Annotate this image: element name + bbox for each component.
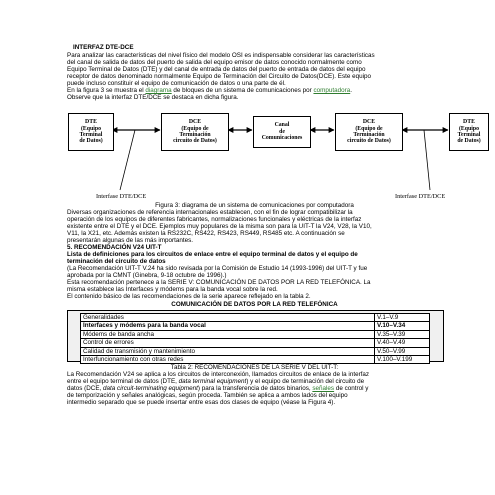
senales-link[interactable]: señales (312, 385, 335, 392)
box-line: Terminación (353, 132, 385, 138)
table-grid (80, 313, 430, 364)
dce-left-box (161, 113, 229, 151)
computadora-link[interactable]: computadora (313, 87, 351, 94)
box-line: (Equipo de (355, 125, 383, 132)
text-run: ) y el equipo de terminación del circuito de (246, 378, 365, 385)
text-run: de control y (334, 385, 369, 392)
row-value: V.10–V.34 (375, 322, 430, 330)
row-label: Generalidades (81, 314, 375, 322)
box-title: DTE (463, 119, 475, 126)
table-row (81, 356, 430, 364)
row-value: V.100–V.199 (375, 356, 430, 364)
box-title: Canal (274, 122, 290, 129)
para-line: Diversas organizaciones de referencia internacionales establecen, con el fin de lograr compatibilizar la (67, 209, 353, 216)
dte-right-box (449, 113, 489, 151)
para-line: V11, la X21, etc. Además existen la RS232C, RS422, RS423, RS449, RS485 etc. A continuación se (67, 230, 345, 237)
intro-line: del canal de salida de datos del puerto de salida del equipo emisor de datos conocido normalmente como (67, 59, 362, 66)
box-line: circuito de Datos) (173, 138, 217, 145)
italic-term: data circuit-terminating equipment (103, 385, 198, 392)
text-run: entre el equipo terminal de datos (DTE, (67, 378, 179, 385)
para-line: La Recomendación V24 se aplica a los circuitos de interconexión, llamados circuitos de enlace de la interfaz (67, 371, 370, 378)
box-line: (Equipo (459, 125, 479, 132)
observe-line: Observe que la interfaz DTE/DCE se destaca en dicha figura. (67, 94, 239, 101)
row-label: Control de errores (81, 339, 375, 347)
para-line: El contenido básico de las recomendaciones de la serie aparece reflejado en la tabla 2. (67, 293, 311, 300)
intro-line: Equipo Terminal de Datos (DTE) y del canal de entrada de datos del puerto de entrada de datos del equipo (67, 66, 366, 73)
figure-caption: Figura 3: diagrama de un sistema de comunicaciones por computadora (155, 202, 354, 209)
italic-term: data terminal equipment (178, 378, 247, 385)
row-label: Interfuncionamiento con otras redes (81, 356, 375, 364)
para-line: operación de los equipos de diferentes fabricantes, normalizaciones funcionales y eléctricas de la interfaz (67, 216, 362, 223)
table-caption: Tabla 2: RECOMENDACIONES DE LA SERIE V DEL UIT-T: (170, 364, 339, 371)
table-row (81, 347, 430, 355)
row-value: V.1–V.9 (375, 314, 430, 322)
row-value: V.35–V.39 (375, 330, 430, 338)
row-value: V.50–V.99 (375, 347, 430, 355)
box-line: de Datos) (457, 138, 481, 145)
table-title: COMUNICACIÓN DE DATOS POR LA RED TELEFÓNICA (171, 301, 338, 308)
table-row (81, 314, 430, 322)
para-line: presentarán algunas de las más importantes. (67, 237, 194, 244)
table-row (81, 330, 430, 338)
recommendations-table (67, 310, 444, 362)
para-line: (La Recomendación UIT-T V.24 ha sido revisada por la Comisión de Estudio 14 (1993-1996) del UIT-T y fue (67, 265, 368, 272)
box-title: DTE (85, 119, 97, 126)
fig-ref-text: de bloques de un sistema de comunicaciones por (171, 87, 314, 94)
interface-label-right: Interfase DTE/DCE (395, 193, 446, 200)
para-line: de temporización y señales analógicas, según proceda. También se aplica a ambos lados del equipo (67, 392, 348, 399)
section-title: 5. RECOMENDACIÓN V24 UIT-T (67, 244, 162, 251)
box-line: circuito de Datos) (347, 138, 391, 145)
fig-ref-text: . (350, 87, 352, 94)
box-title: DCE (188, 119, 202, 126)
channel-box (253, 116, 311, 148)
box-line: Terminal (79, 132, 103, 138)
table-row (81, 339, 430, 347)
row-label: Módems de banda ancha (81, 330, 375, 338)
interface-label-left: Interfase DTE/DCE (96, 193, 147, 200)
para-line: aprobada por la CMNT (Ginebra, 9-18 octubre de 1996).) (67, 272, 227, 279)
heading: INTERFAZ DTE-DCE (73, 44, 134, 51)
box-line: de Datos) (79, 138, 103, 145)
intro-line: receptor de datos denominado normalmente Equipo de Terminación del Circuito de Datos(DCE). Este equipo (67, 73, 372, 80)
para-line: existente entre el DTE y el DCE. Ejemplos muy populares de la misma son para la UIT-T la V24, V28, la V10, (67, 223, 372, 230)
box-line: de (279, 128, 285, 135)
box-line: Terminación (179, 132, 211, 138)
section-subtitle: Lista de definiciones para los circuitos de enlace entre el equipo terminal de datos y el equipo de (67, 251, 358, 258)
box-title: DCE (362, 119, 376, 126)
row-value: V.40–V.49 (375, 339, 430, 347)
para-line: Esta recomendación pertenece a la SERIE V: COMUNICACIÓN DE DATOS POR LA RED TELEFÓNICA. La (67, 279, 371, 286)
text-run: ) para la transferencia de datos binarios, (197, 385, 313, 392)
dte-left-box (68, 113, 114, 151)
intro-line: Para analizar las características del nivel físico del modelo OSI es indispensable considerar las características (67, 52, 375, 59)
box-line: (Equipo (81, 125, 101, 132)
para-line: misma establece las Interfaces y módems para la banda vocal sobre la red. (67, 286, 278, 293)
row-label: Calidad de transmisión y mantenimiento (81, 347, 375, 355)
dce-right-box (335, 113, 403, 151)
row-label: Interfaces y módems para la banda vocal (81, 322, 375, 330)
section-subtitle: terminación del circuito de datos (67, 258, 166, 265)
table-row (81, 322, 430, 330)
diagram-link[interactable]: diagrama (145, 87, 172, 94)
text-run: datos (DCE, (67, 385, 104, 392)
fig-ref-text: En la figura 3 se muestra el (67, 87, 146, 94)
para-line: intermedio separado que se puede insertar entre esas dos clases de equipo (véase la Figura 4). (67, 399, 336, 406)
box-line: (Equipo de (181, 125, 209, 132)
intro-line: puede incluso constituir el equipo de comunicación de datos o una parte de él. (67, 80, 286, 87)
box-line: Comunicaciones (261, 135, 303, 142)
box-line: Terminal (457, 132, 481, 138)
